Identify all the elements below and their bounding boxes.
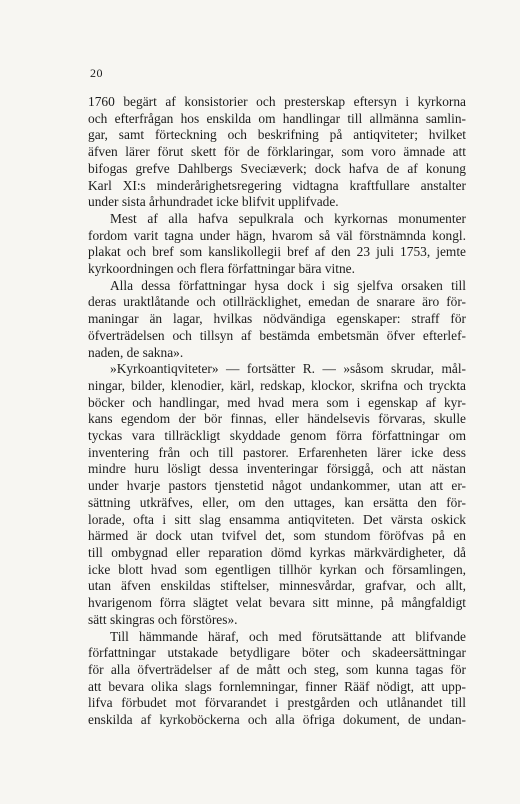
text-line: naden, de sakna». — [88, 344, 184, 360]
paragraph — [88, 94, 466, 211]
text-line: Mest af alla hafva sepulkrala och kyrkornas monumenter — [110, 210, 466, 226]
paragraph — [88, 361, 466, 628]
text-line: fordom varit tagna under hägn, hvarom så väl förstnämnda kongl. — [88, 227, 466, 243]
text-line: till ombygnad eller reparation dömd kyrkas märkvärdigheter, då — [88, 544, 466, 560]
text-line: öfverträdelsen och tillsyn af bestämda embetsmän öfver efterlef- — [88, 327, 466, 343]
text-line: Alla dessa författningar hysa dock i sig sjelfva orsaken till — [110, 277, 466, 293]
text-line: icke blott hvad som egentligen tillhör kyrkan och församlingen, — [88, 561, 466, 577]
text-line: kyrkoordningen och flera författningar bära vitne. — [88, 261, 355, 277]
text-line: kans egendom der bör finnas, eller händelsevis förvaras, skulle — [88, 411, 466, 427]
text-line: att bevara olika slags fornlemningar, finner Rääf nödigt, att upp- — [88, 678, 466, 694]
text-line: för alla öfverträdelser af de mått och steg, som kunna tagas för — [88, 661, 466, 677]
text-line: äfven lärer förut skett för de förklaringar, som voro ämnade att — [88, 144, 466, 160]
text-line: härmed är dock utan tvifvel det, som stundom föröfvas på en — [88, 528, 466, 544]
text-line: enskilda af kyrkoböckerna och alla öfriga dokument, de undan- — [88, 712, 466, 728]
text-line: inventering från och till pastorer. Erfarenheten lärer icke dess — [88, 444, 466, 460]
text-line: böcker och handlingar, med hvad mera som i egenskap af kyr- — [88, 394, 466, 410]
text-line: bifogas grefve Dahlbergs Sveciæverk; dock hafva de af konung — [88, 160, 466, 176]
text-line: Karl XI:s minderårighetsregering vidtagna kraftfullare anstalter — [88, 177, 466, 193]
page-number: 20 — [90, 66, 103, 80]
text-line: maningar än lagar, hvilkas nödvändiga egenskaper: straff för — [88, 311, 466, 327]
text-line: 1760 begärt af konsistorier och presterskap eftersyn i kyrkorna — [88, 94, 466, 109]
paragraph — [88, 211, 466, 278]
text-line: lorade, ofta i sitt slag ensamma antiqviteten. Det värsta oskick — [88, 511, 466, 527]
text-line: under sista århundradet icke blifvit upplifvade. — [88, 194, 339, 210]
text-line: lifva förbudet mot förvarandet i prestgården och utlånandet till — [88, 695, 466, 711]
text-line: »Kyrkoantiqviteter» — fortsätter R. — »såsom skrudar, mål- — [110, 361, 466, 377]
paragraph — [88, 629, 466, 729]
paragraph — [88, 278, 466, 362]
body-text — [88, 94, 466, 729]
text-line: ningar, bilder, klenodier, kärl, redskap, klockor, skrifna och tryckta — [88, 377, 466, 393]
text-line: hvarigenom förra slägtet velat bevara sitt minne, på mångfaldigt — [88, 595, 466, 611]
text-line: gar, samt förteckning och beskrifning på antiqviteter; hvilket — [88, 127, 466, 143]
text-line: deras uraktlåtande och otillräcklighet, emedan de snarare äro för- — [88, 294, 466, 310]
text-line: Till hämmande häraf, och med förutsättande att blifvande — [110, 628, 466, 644]
text-line: och efterfrågan hos enskilda om handlingar till allmänna samlin- — [88, 110, 466, 126]
text-line: författningar utstakade betydligare böter och skadeersättningar — [88, 645, 466, 661]
text-line: utan äfven enskildas stiftelser, minnesvårdar, grafvar, och allt, — [88, 578, 466, 594]
text-line: mindre huru lösligt dessa inventeringar försiggå, och att nästan — [88, 461, 466, 477]
text-line: under hvarje pastors tjenstetid något undankommer, utan att er- — [88, 478, 466, 494]
text-line: sätt skingras och förstöres». — [88, 611, 238, 627]
text-line: tyckas vara tillräckligt skyddade genom förra författningar om — [88, 428, 466, 444]
text-line: sättning utkräfves, eller, om den uttages, kan ersätta den för- — [88, 494, 466, 510]
text-line: plakat och bref som kanslikollegii bref af den 23 juli 1753, jemte — [88, 244, 466, 260]
